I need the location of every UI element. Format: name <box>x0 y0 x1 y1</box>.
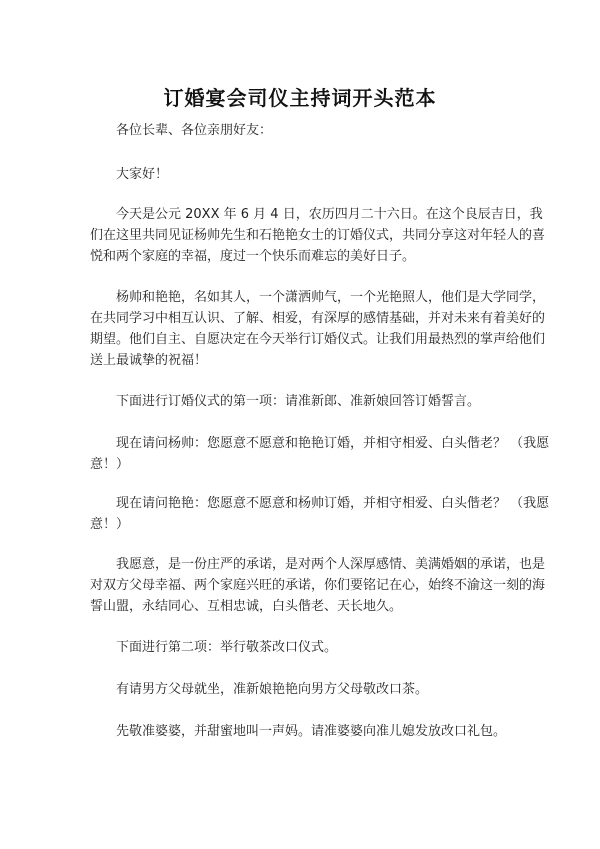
ask-bride-line-2: 意！） <box>90 517 130 532</box>
couple-intro-line-3: 期望。他们自主、自愿决定在今天举行订婚仪式。让我们用最热烈的掌声给他们 <box>90 332 546 347</box>
date-intro-line-2: 们在这里共同见证杨帅先生和石艳艳女士的订婚仪式，共同分享这对年轻人的喜 <box>90 228 546 243</box>
page-title: 订婚宴会司仪主持词开头范本 <box>163 86 437 110</box>
mother-in-law-line: 先敬准婆婆，并甜蜜地叫一声妈。请准婆婆向准儿媳发放改口礼包。 <box>116 724 507 739</box>
couple-intro-line-1: 杨帅和艳艳，名如其人，一个潇洒帅气，一个光艳照人，他们是大学同学， <box>116 290 546 305</box>
greeting-line: 大家好！ <box>116 167 169 182</box>
couple-intro-line-2: 在共同学习中相互认识、了解、相爱，有深厚的感情基础，并对未来有着美好的 <box>90 311 546 326</box>
salutation-line: 各位长辈、各位亲朋好友： <box>116 123 273 138</box>
date-intro-line-3: 悦和两个家庭的幸福，度过一个快乐而难忘的美好日子。 <box>90 249 416 264</box>
ask-bride-line-1: 现在请问艳艳：您愿意不愿意和杨帅订婚，并相守相爱、白头偕老？ （我愿 <box>116 496 550 511</box>
couple-intro-line-4: 送上最诚挚的祝福！ <box>90 353 208 368</box>
first-item-line: 下面进行订婚仪式的第一项：请准新郎、准新娘回答订婚誓言。 <box>116 394 481 409</box>
vow-line-2: 对双方父母幸福、两个家庭兴旺的承诺，你们要铭记在心，始终不渝这一刻的海 <box>90 578 546 593</box>
vow-line-1: 我愿意，是一份庄严的承诺，是对两个人深厚感情、美满婚姻的承诺，也是 <box>116 557 546 572</box>
second-item-line: 下面进行第二项：举行敬茶改口仪式。 <box>116 640 338 655</box>
date-intro-line-1: 今天是公元 20XX 年 6 月 4 日，农历四月二十六日。在这个良辰吉日，我 <box>116 207 543 222</box>
ask-groom-line-2: 意！） <box>90 457 130 472</box>
parents-seat-line: 有请男方父母就坐，准新娘艳艳向男方父母敬改口茶。 <box>116 682 429 697</box>
vow-line-3: 誓山盟，永结同心、互相忠诚，白头偕老、天长地久。 <box>90 599 403 614</box>
ask-groom-line-1: 现在请问杨帅：您愿意不愿意和艳艳订婚，并相守相爱、白头偕老？ （我愿 <box>116 436 550 451</box>
